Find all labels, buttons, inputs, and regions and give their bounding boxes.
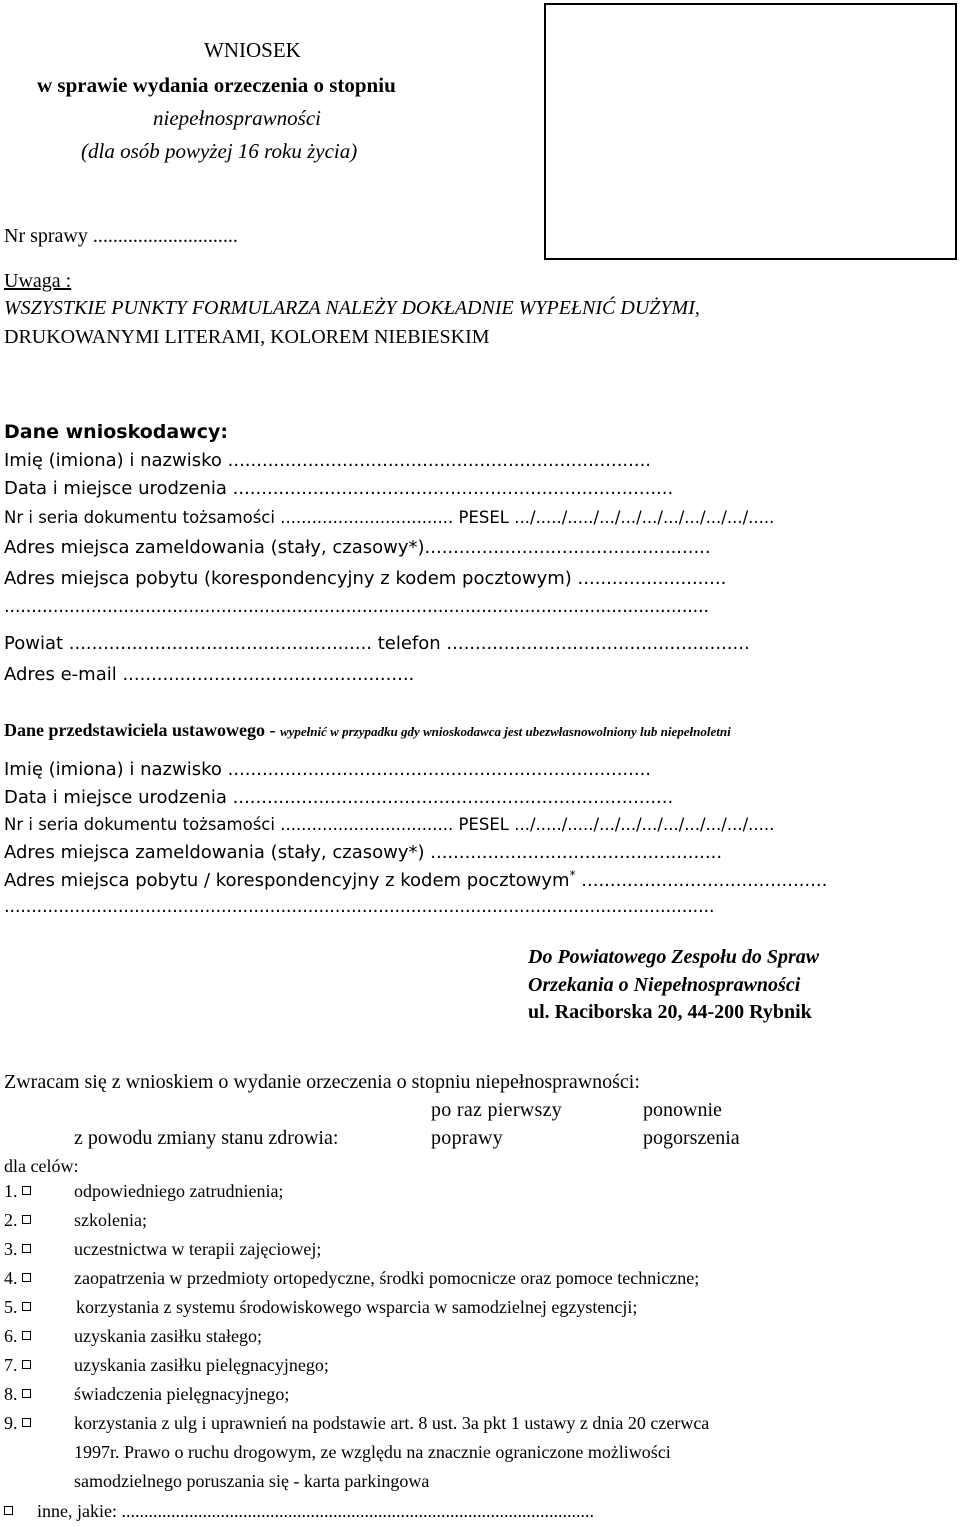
checkbox-icon[interactable] [22, 1418, 31, 1427]
representative-registered-address-field[interactable]: Adres miejsca zameldowania (stały, czasowy*) ................................................... [4, 842, 723, 863]
purpose-text: świadczenia pielęgnacyjnego; [74, 1384, 290, 1404]
option-deterioration[interactable]: pogorszenia [643, 1127, 740, 1149]
checkbox-icon[interactable] [22, 1302, 31, 1311]
applicant-county-phone-field[interactable]: Powiat ..................................................... telefon ..................................................... [4, 633, 750, 654]
case-number-field[interactable]: Nr sprawy ............................. [4, 225, 238, 247]
purpose-item[interactable]: 5. [4, 1297, 31, 1318]
purpose-text: uczestnictwa w terapii zajęciowej; [74, 1239, 322, 1259]
applicant-registered-address-field[interactable]: Adres miejsca zameldowania (stały, czasowy*).................................................. [4, 537, 711, 558]
note-line-1: WSZYSTKIE PUNKTY FORMULARZA NALEŻY DOKŁADNIE WYPEŁNIĆ DUŻYMI, [4, 297, 700, 319]
note-label: Uwaga : [4, 270, 72, 292]
purpose-item[interactable]: 4. [4, 1268, 31, 1289]
checkbox-icon[interactable] [22, 1360, 31, 1369]
checkbox-icon[interactable] [22, 1389, 31, 1398]
purpose-text: zaopatrzenia w przedmioty ortopedyczne, środki pomocnicze oraz pomoce techniczne; [74, 1268, 700, 1288]
photo-box [544, 3, 957, 260]
option-first-time[interactable]: po raz pierwszy [431, 1099, 563, 1121]
checkbox-icon[interactable] [22, 1215, 31, 1224]
purpose-text: szkolenia; [74, 1210, 147, 1230]
health-change-label: z powodu zmiany stanu zdrowia: [74, 1127, 339, 1149]
purpose-item[interactable]: 1. [4, 1181, 31, 1202]
recipient-line-2: Orzekania o Niepełnosprawności [528, 974, 801, 996]
checkbox-icon[interactable] [4, 1506, 13, 1515]
representative-residence-cont[interactable]: ................................................................................................................................... [4, 896, 715, 917]
purpose-item[interactable]: 3. [4, 1239, 31, 1260]
form-subtitle: w sprawie wydania orzeczenia o stopniu [37, 73, 396, 97]
representative-birth-field[interactable]: Data i miejsce urodzenia ............................................................................. [4, 787, 674, 808]
purpose-text: korzystania z systemu środowiskowego wsparcia w samodzielnej egzystencji; [76, 1297, 638, 1317]
applicant-id-field[interactable]: Nr i seria dokumentu tożsamości ................................. PESEL .../...../...../.../.../.../.../.../.../.../..... [4, 508, 775, 527]
representative-name-field[interactable]: Imię (imiona) i nazwisko .......................................................................... [4, 759, 652, 780]
form-subtitle-2: niepełnosprawności [153, 106, 321, 130]
applicant-email-field[interactable]: Adres e-mail ................................................... [4, 664, 415, 685]
applicant-name-field[interactable]: Imię (imiona) i nazwisko .......................................................................... [4, 450, 652, 471]
purpose-text: uzyskania zasiłku stałego; [74, 1326, 262, 1346]
purpose-text-cont: samodzielnego poruszania się - karta parkingowa [74, 1471, 430, 1491]
representative-title: Dane przedstawiciela ustawowego - wypełnić w przypadku gdy wnioskodawca jest ubezwłasnowolniony lub niepełnoletni [4, 720, 731, 740]
checkbox-icon[interactable] [22, 1244, 31, 1253]
purpose-item[interactable]: 6. [4, 1326, 31, 1347]
purpose-text: odpowiedniego zatrudnienia; [74, 1181, 284, 1201]
purposes-label: dla celów: [4, 1156, 79, 1176]
checkbox-icon[interactable] [22, 1331, 31, 1340]
applicant-residence-cont[interactable]: .................................................................................................................................. [4, 596, 709, 617]
applicant-residence-field[interactable]: Adres miejsca pobytu (korespondencyjny z kodem pocztowym) .......................... [4, 568, 727, 589]
applicant-title: Dane wnioskodawcy: [4, 421, 228, 443]
form-title: WNIOSEK [204, 38, 301, 62]
applicant-birth-field[interactable]: Data i miejsce urodzenia ............................................................................. [4, 478, 674, 499]
purpose-text: korzystania z ulg i uprawnień na podstawie art. 8 ust. 3a pkt 1 ustawy z dnia 20 czerwca [74, 1413, 710, 1433]
purpose-item[interactable]: 9. [4, 1413, 31, 1434]
request-intro: Zwracam się z wnioskiem o wydanie orzeczenia o stopniu niepełnosprawności: [4, 1071, 640, 1093]
checkbox-icon[interactable] [22, 1186, 31, 1195]
purpose-item[interactable]: 2. [4, 1210, 31, 1231]
form-subtitle-3: (dla osób powyżej 16 roku życia) [81, 139, 358, 163]
option-improvement[interactable]: poprawy [431, 1127, 504, 1149]
note-line-2: DRUKOWANYMI LITERAMI, KOLOREM NIEBIESKIM [4, 326, 490, 348]
representative-id-field[interactable]: Nr i seria dokumentu tożsamości ................................. PESEL .../...../...../.../.../.../.../.../.../.../..... [4, 815, 775, 834]
other-purpose-field[interactable]: inne, jakie: ......................................................................................................... [4, 1501, 594, 1522]
purpose-item[interactable]: 7. [4, 1355, 31, 1376]
recipient-address: ul. Raciborska 20, 44-200 Rybnik [528, 1001, 812, 1023]
purpose-text: uzyskania zasiłku pielęgnacyjnego; [74, 1355, 329, 1375]
purpose-text-cont: 1997r. Prawo o ruchu drogowym, ze względu na znacznie ograniczone możliwości [74, 1442, 671, 1462]
checkbox-icon[interactable] [22, 1273, 31, 1282]
purpose-item[interactable]: 8. [4, 1384, 31, 1405]
representative-residence-field[interactable]: Adres miejsca pobytu / korespondencyjny z kodem pocztowym* ........................................... [4, 868, 828, 891]
recipient-line-1: Do Powiatowego Zespołu do Spraw [528, 946, 820, 968]
option-again[interactable]: ponownie [643, 1099, 722, 1121]
